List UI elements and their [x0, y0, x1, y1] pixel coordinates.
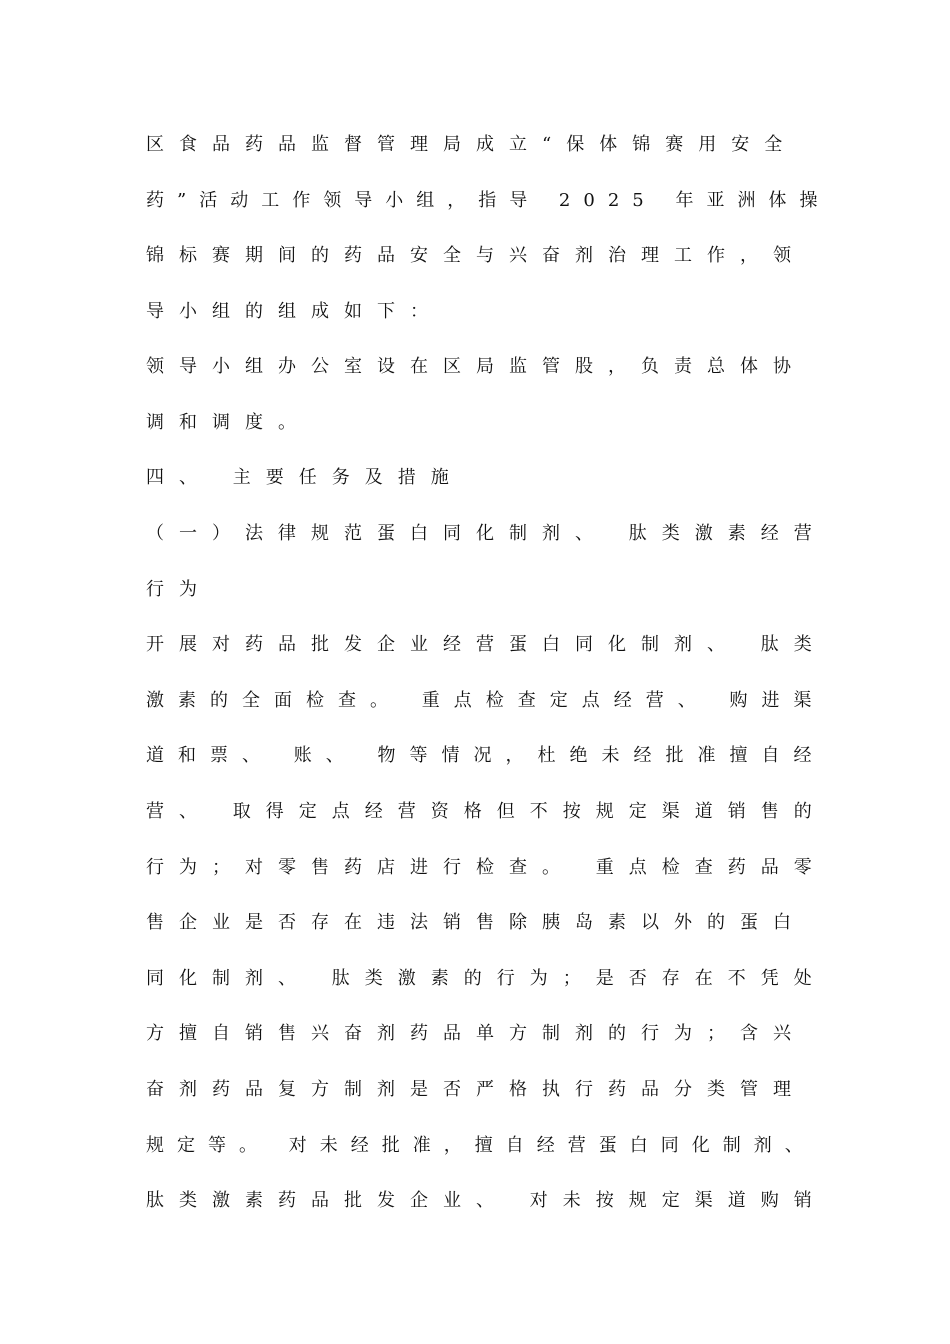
paragraph-line: 肽类激素药品批发企业、 对未按规定渠道购销 [146, 1190, 827, 1211]
paragraph-line: 道和票、 账、 物等情况，杜绝未经批准擅自经 [146, 745, 826, 766]
paragraph-line: 方擅自销售兴奋剂药品单方制剂的行为；含兴 [146, 1023, 806, 1044]
paragraph-line: 锦标赛期间的药品安全与兴奋剂治理工作，领 [146, 245, 806, 266]
paragraph-line: 激素的全面检查。 重点检查定点经营、 购进渠 [146, 690, 826, 711]
paragraph-line: 奋剂药品复方制剂是否严格执行药品分类管理 [146, 1079, 806, 1100]
paragraph-line: 售企业是否存在违法销售除胰岛素以外的蛋白 [146, 912, 806, 933]
paragraph-line: 药”活动工作领导小组，指导 2025 年亚洲体操 [146, 190, 831, 211]
paragraph-line: 开展对药品批发企业经营蛋白同化制剂、 肽类 [146, 634, 827, 655]
paragraph-line: 调和调度。 [146, 412, 311, 433]
subsection-heading: 行为 [146, 579, 212, 600]
section-heading: 四、 主要任务及措施 [146, 467, 464, 488]
paragraph-line: 同化制剂、 肽类激素的行为；是否存在不凭处 [146, 968, 827, 989]
paragraph-line: 规定等。 对未经批准，擅自经营蛋白同化制剂、 [146, 1135, 816, 1156]
subsection-heading: （一）法律规范蛋白同化制剂、 肽类激素经营 [146, 523, 827, 544]
paragraph-line: 营、 取得定点经营资格但不按规定渠道销售的 [146, 801, 827, 822]
paragraph-line: 行为；对零售药店进行检查。 重点检查药品零 [146, 857, 827, 878]
paragraph-line: 区食品药品监督管理局成立“保体锦赛用安全 [146, 134, 798, 155]
paragraph-line: 领导小组办公室设在区局监管股，负责总体协 [146, 356, 806, 377]
paragraph-line: 导小组的组成如下： [146, 301, 443, 322]
